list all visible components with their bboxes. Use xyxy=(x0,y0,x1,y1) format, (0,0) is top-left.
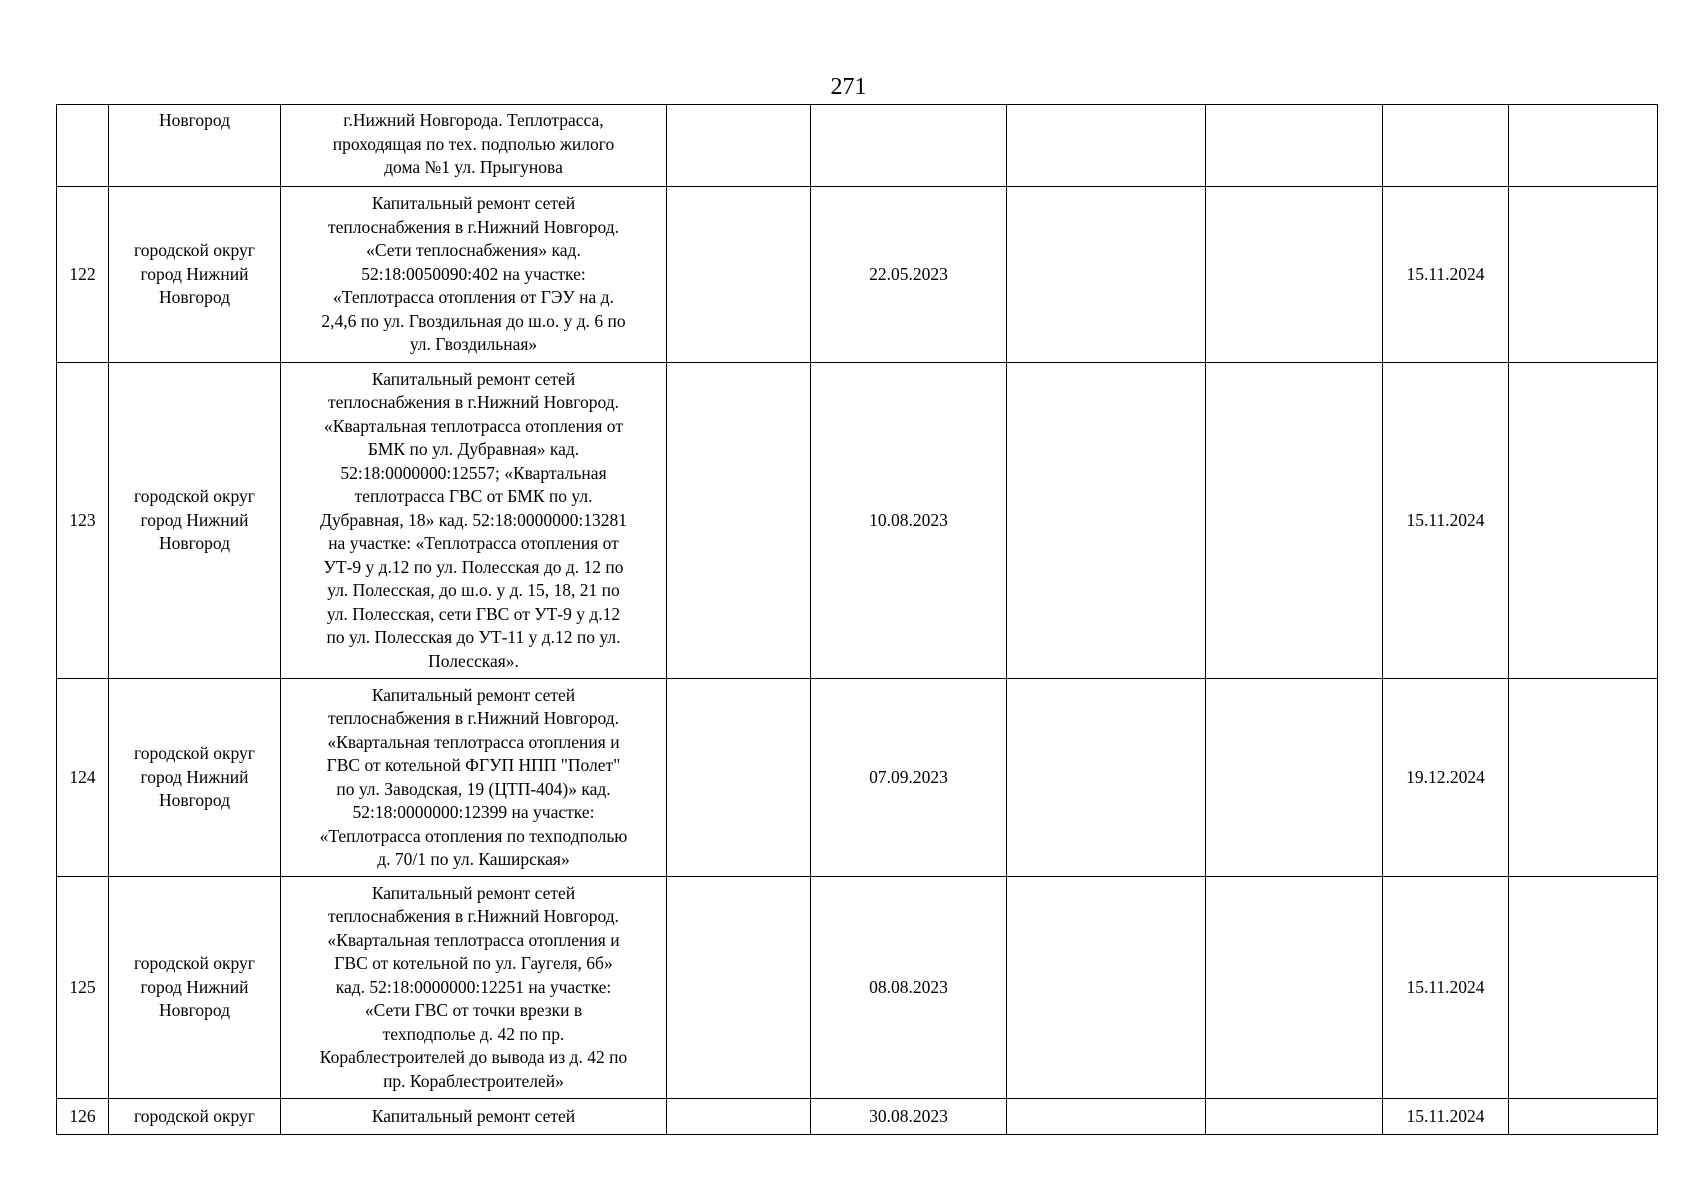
start-date-cell: 10.08.2023 xyxy=(811,363,1007,679)
empty-cell xyxy=(1007,363,1206,679)
empty-cell xyxy=(1206,187,1383,363)
table-row xyxy=(57,1099,1658,1135)
empty-cell xyxy=(1007,877,1206,1099)
table-row xyxy=(57,877,1658,1099)
empty-cell xyxy=(1007,187,1206,363)
empty-cell xyxy=(1509,679,1658,877)
table-row xyxy=(57,187,1658,363)
empty-cell xyxy=(1206,679,1383,877)
municipality-cell: городской округ город Нижний Новгород xyxy=(109,877,281,1099)
end-date-cell: 15.11.2024 xyxy=(1383,363,1509,679)
empty-cell xyxy=(1509,877,1658,1099)
description-cell: г.Нижний Новгорода. Теплотрасса, проходящая по тех. подполью жилого дома №1 ул. Прыгунова xyxy=(281,105,667,187)
empty-cell xyxy=(1206,1099,1383,1135)
empty-cell xyxy=(667,679,811,877)
table-row xyxy=(57,679,1658,877)
empty-cell xyxy=(667,105,811,187)
empty-cell xyxy=(1007,679,1206,877)
end-date-cell: 15.11.2024 xyxy=(1383,877,1509,1099)
empty-cell xyxy=(1509,363,1658,679)
municipality-cell: Новгород xyxy=(109,105,281,187)
end-date-cell: 15.11.2024 xyxy=(1383,187,1509,363)
description-cell: Капитальный ремонт сетей теплоснабжения в г.Нижний Новгород. «Квартальная теплотрасса отопления от БМК по ул. Дубравная» кад. 52:18:0000000:12557; «Квартальная теплотрасса ГВС от БМК по ул. Дубравная, 18» кад. 52:18:0000000:13281 на участке: «Теплотрасса отопления от УТ-9 у д.12 по ул. Полесская до д. 12 по ул. Полесская, до ш.о. у д. 15, 18, 21 по ул. Полесская, сети ГВС от УТ-9 у д.12 по ул. Полесская до УТ-11 у д.12 по ул. Полесская». xyxy=(281,363,667,679)
description-cell: Капитальный ремонт сетей xyxy=(281,1099,667,1135)
table-row xyxy=(57,363,1658,679)
municipality-cell: городской округ город Нижний Новгород xyxy=(109,187,281,363)
description-cell: Капитальный ремонт сетей теплоснабжения в г.Нижний Новгород. «Сети теплоснабжения» кад. 52:18:0050090:402 на участке: «Теплотрасса отопления от ГЭУ на д. 2,4,6 по ул. Гвоздильная до ш.о. у д. 6 по ул. Гвоздильная» xyxy=(281,187,667,363)
empty-cell xyxy=(1206,877,1383,1099)
start-date-cell: 22.05.2023 xyxy=(811,187,1007,363)
table-row xyxy=(57,105,1658,187)
empty-cell xyxy=(1509,105,1658,187)
empty-cell xyxy=(667,1099,811,1135)
row-number: 126 xyxy=(57,1099,109,1135)
empty-cell xyxy=(1509,187,1658,363)
row-number: 122 xyxy=(57,187,109,363)
row-number xyxy=(57,105,109,187)
start-date-cell xyxy=(811,105,1007,187)
municipality-cell: городской округ город Нижний Новгород xyxy=(109,679,281,877)
page-number: 271 xyxy=(830,74,867,100)
empty-cell xyxy=(667,363,811,679)
start-date-cell: 30.08.2023 xyxy=(811,1099,1007,1135)
empty-cell xyxy=(667,877,811,1099)
start-date-cell: 08.08.2023 xyxy=(811,877,1007,1099)
row-number: 123 xyxy=(57,363,109,679)
empty-cell xyxy=(1007,105,1206,187)
end-date-cell: 19.12.2024 xyxy=(1383,679,1509,877)
end-date-cell: 15.11.2024 xyxy=(1383,1099,1509,1135)
empty-cell xyxy=(1206,363,1383,679)
empty-cell xyxy=(1509,1099,1658,1135)
description-cell: Капитальный ремонт сетей теплоснабжения в г.Нижний Новгород. «Квартальная теплотрасса отопления и ГВС от котельной по ул. Гаугеля, 6б» кад. 52:18:0000000:12251 на участке: «Сети ГВС от точки врезки в техподполье д. 42 по пр. Кораблестроителей до вывода из д. 42 по пр. Кораблестроителей» xyxy=(281,877,667,1099)
municipality-cell: городской округ xyxy=(109,1099,281,1135)
works-table xyxy=(56,104,1658,1135)
end-date-cell xyxy=(1383,105,1509,187)
municipality-cell: городской округ город Нижний Новгород xyxy=(109,363,281,679)
empty-cell xyxy=(1007,1099,1206,1135)
description-cell: Капитальный ремонт сетей теплоснабжения в г.Нижний Новгород. «Квартальная теплотрасса отопления и ГВС от котельной ФГУП НПП "Полет" по ул. Заводская, 19 (ЦТП-404)» кад. 52:18:0000000:12399 на участке: «Теплотрасса отопления по техподполью д. 70/1 по ул. Каширская» xyxy=(281,679,667,877)
empty-cell xyxy=(1206,105,1383,187)
start-date-cell: 07.09.2023 xyxy=(811,679,1007,877)
row-number: 125 xyxy=(57,877,109,1099)
empty-cell xyxy=(667,187,811,363)
row-number: 124 xyxy=(57,679,109,877)
